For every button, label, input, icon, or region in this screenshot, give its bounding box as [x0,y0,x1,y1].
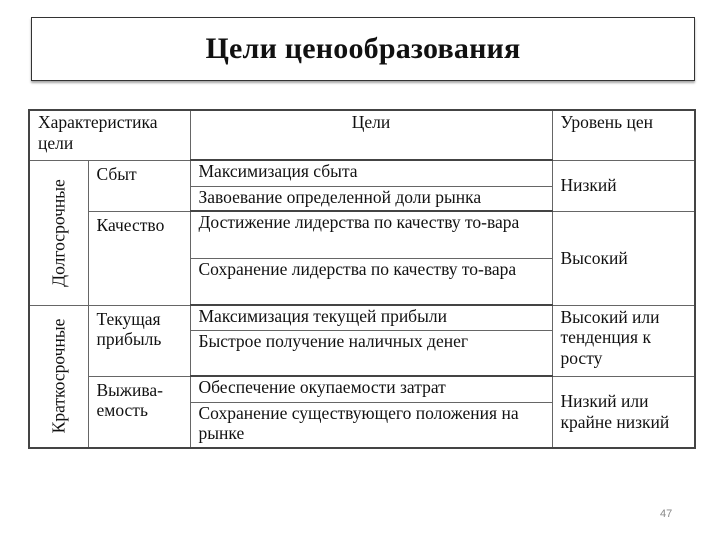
table-header-row [29,110,695,160]
goal-cell: Обеспечение окупаемости затрат [190,376,552,402]
category-cell: Текущая прибыль [88,305,190,376]
slide-number: 47 [660,508,673,520]
price-level-cell: Высокий [552,211,695,305]
goal-cell: Максимизация сбыта [190,160,552,186]
table-row [29,211,695,258]
category-cell: Выжива-емость [88,376,190,448]
pricing-goals-table [28,109,696,449]
title-box [31,17,695,81]
goal-cell: Максимизация текущей прибыли [190,305,552,330]
goal-cell: Сохранение лидерства по качеству то-вара [190,258,552,305]
price-level-cell: Высокий или тенденция к росту [552,305,695,376]
goal-cell: Сохранение существующего положения на рынке [190,402,552,448]
page-title: Цели ценообразования [205,32,521,65]
goal-cell: Завоевание определенной доли рынка [190,186,552,211]
category-cell: Сбыт [88,160,190,211]
price-level-cell: Низкий или крайне низкий [552,376,695,448]
goal-cell: Достижение лидерства по качеству то-вара [190,211,552,258]
header-price-level: Уровень цен [552,110,695,160]
table-row [29,160,695,186]
table-row [29,376,695,402]
price-level-cell: Низкий [552,160,695,211]
category-cell: Качество [88,211,190,305]
table-row [29,305,695,330]
header-goals: Цели [190,110,552,160]
goal-cell: Быстрое получение наличных денег [190,330,552,376]
term-cell-long [29,160,88,305]
term-cell-short [29,305,88,448]
header-characteristic: Характеристика цели [29,110,190,160]
term-label-short: Краткосрочные [48,318,69,434]
term-label-long: Долгосрочные [48,178,69,287]
